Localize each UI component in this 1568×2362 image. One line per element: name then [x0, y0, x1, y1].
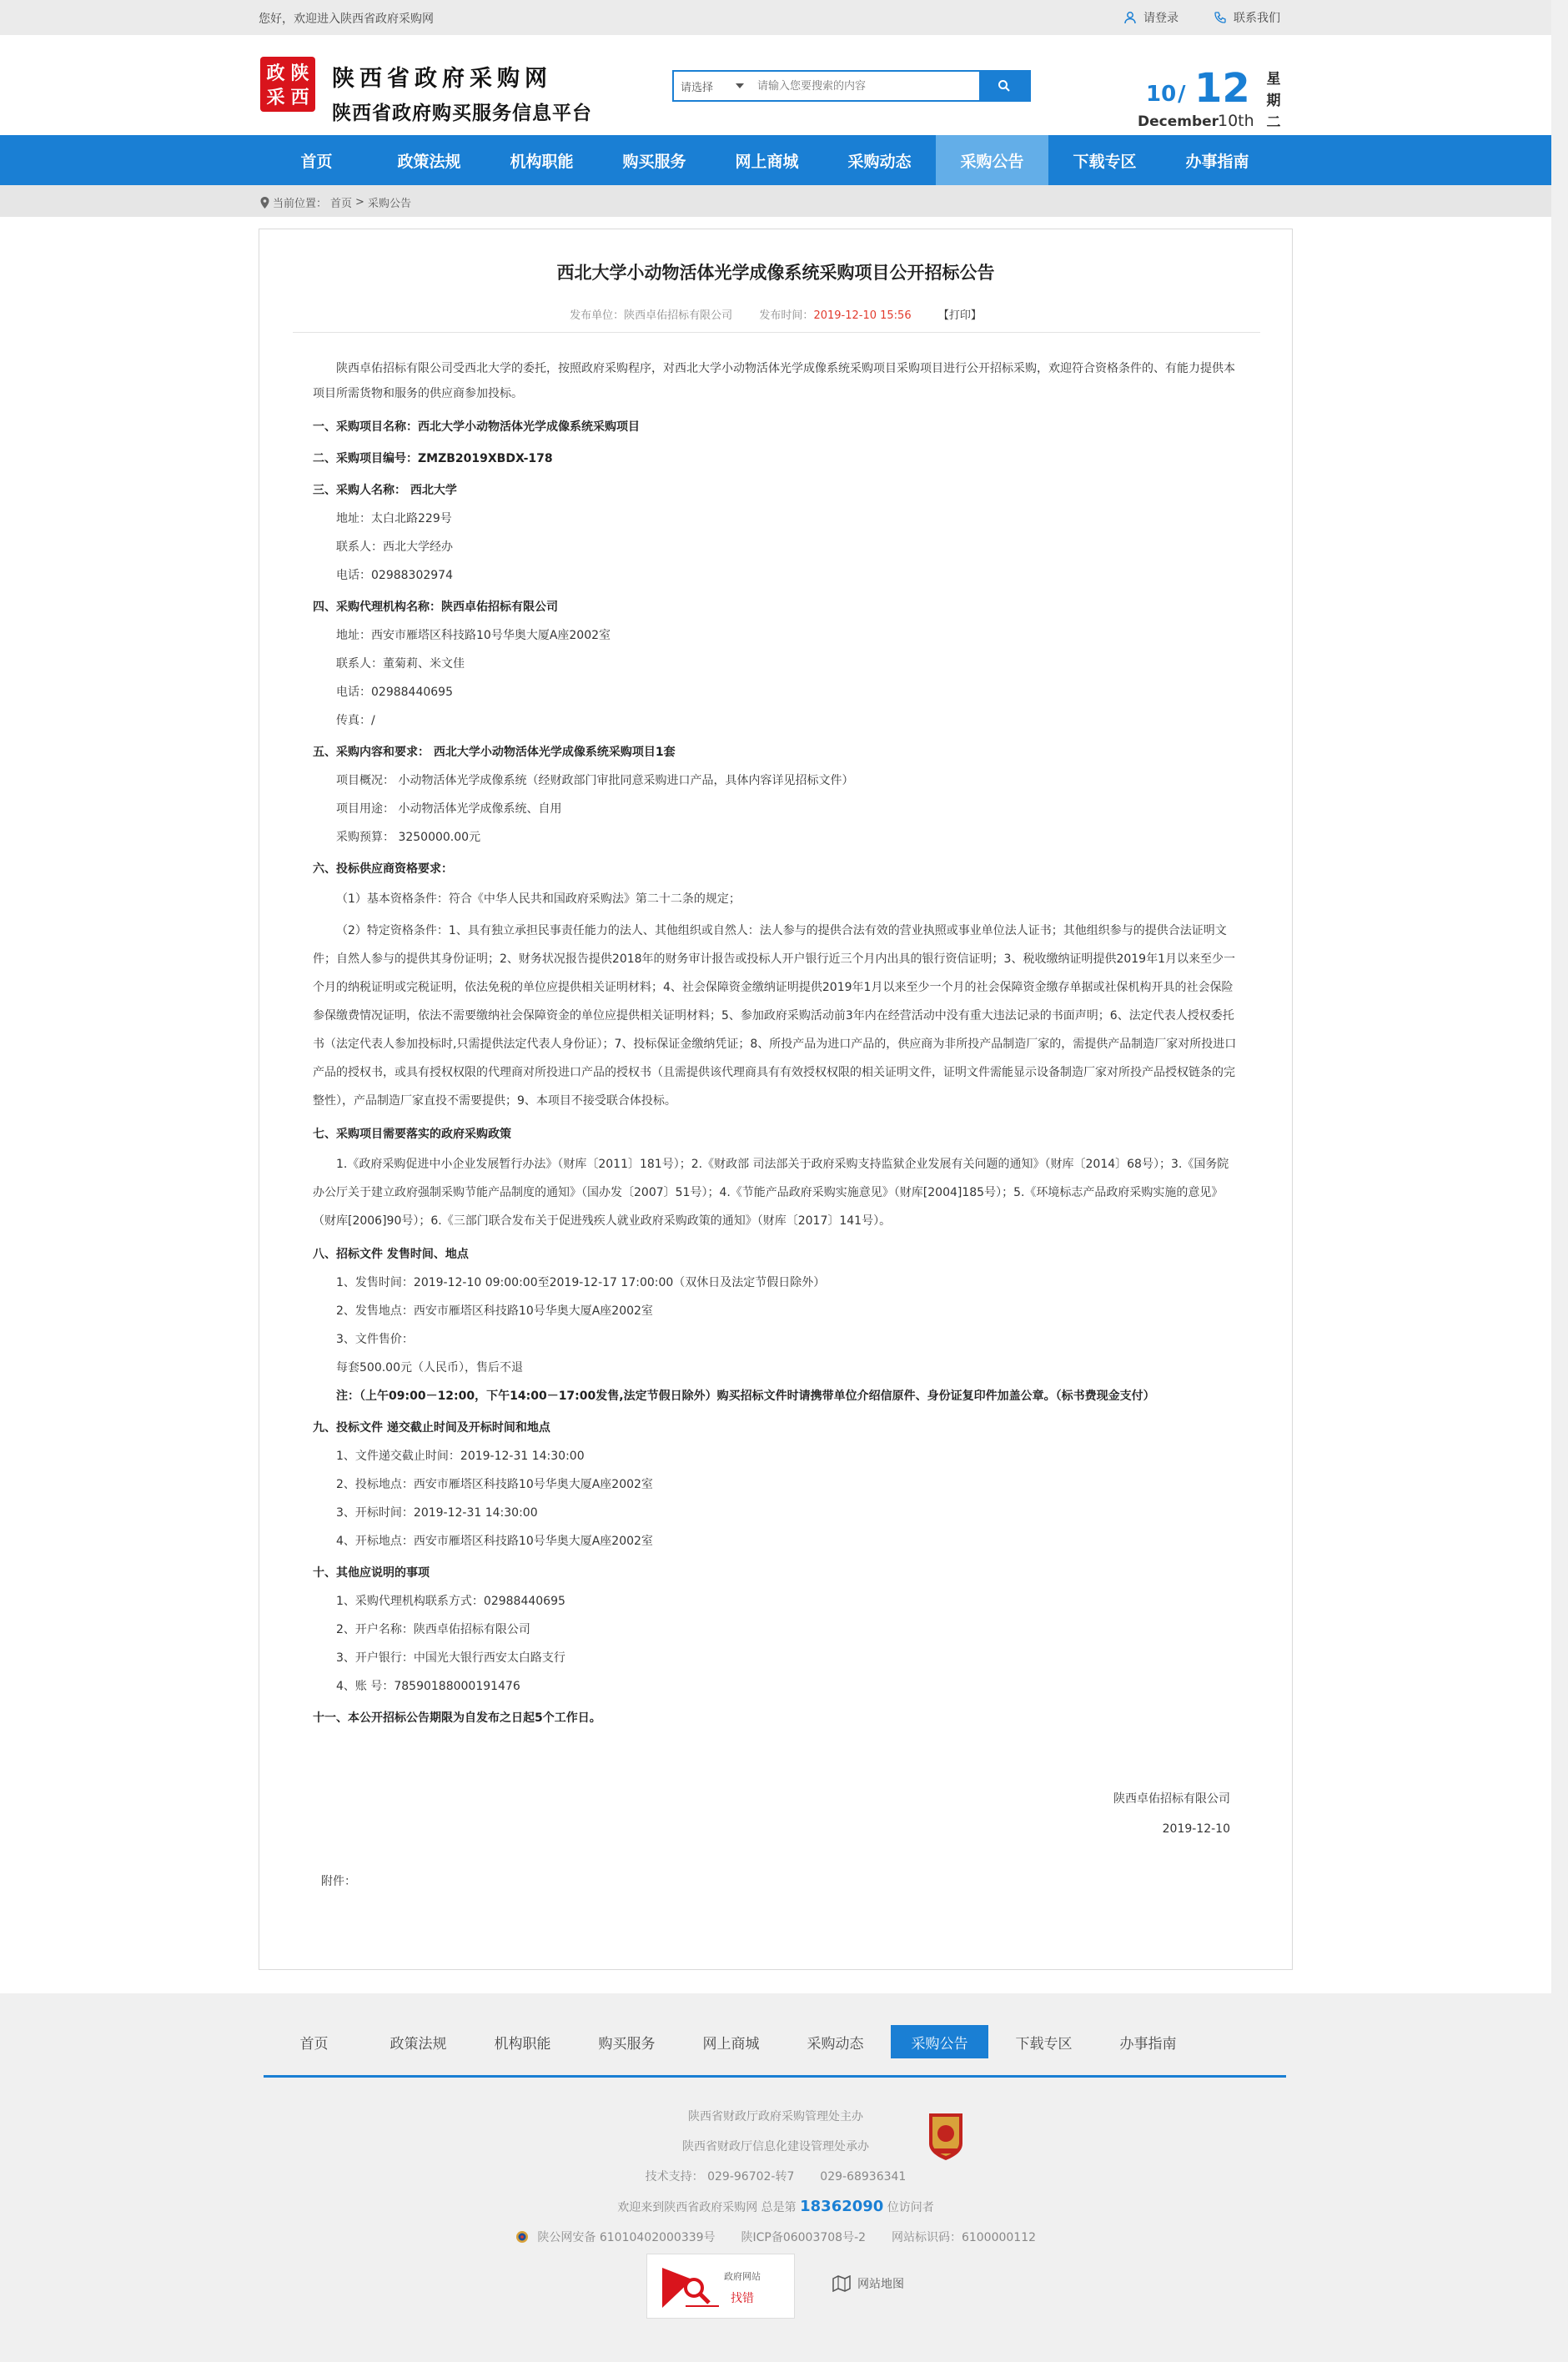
intro-paragraph: 陕西卓佑招标有限公司受西北大学的委托，按照政府采购程序，对西北大学小动物活体光学成像系统采购项目采购项目进行公开招标采购，欢迎符合资格条件的、有能力提供本项目所需货物和服务的供应商参加投标。 — [313, 362, 1235, 400]
footer-undertaker: 陕西省财政厅信息化建设管理处承办 — [682, 2140, 869, 2153]
search-category-value: 请选择 — [681, 81, 714, 94]
nav-item-news[interactable]: 采购动态 — [847, 152, 912, 171]
login-label: 请登录 — [1143, 12, 1179, 25]
nav-item-home[interactable]: 首页 — [300, 152, 333, 171]
account-number: 4、账 号：78590188000191476 — [336, 1680, 520, 1693]
nav-item-guide[interactable]: 办事指南 — [1185, 152, 1249, 171]
date-day: 12 — [1194, 65, 1250, 112]
publisher-label: 发布单位： — [570, 309, 625, 322]
logo-char: 政 — [266, 63, 285, 84]
top-links — [1123, 9, 1280, 26]
opening-location: 4、开标地点：西安市雁塔区科技路10号华奥大厦A座2002室 — [336, 1535, 653, 1548]
publisher: 陕西卓佑招标有限公司 — [624, 309, 733, 322]
nav-item-services[interactable]: 购买服务 — [622, 152, 686, 171]
date-month-name: December — [1138, 113, 1219, 130]
footer-records — [0, 2223, 1551, 2253]
section-heading: 九、投标文件 递交截止时间及开标时间和地点 — [313, 1421, 550, 1435]
user-icon — [1123, 11, 1137, 24]
agency-phone: 电话：02988440695 — [336, 686, 453, 699]
footer-nav-policy[interactable]: 政策法规 — [389, 2035, 447, 2053]
footer-nav-announcements[interactable]: 采购公告 — [891, 2025, 988, 2058]
policy-list: 1.《政府采购促进中小企业发展暂行办法》（财库〔2011〕181号）；2.《财政部 司法部关于政府采购支持监狱企业发展有关问题的通知》（财库〔2014〕68号）；3.《国务院办公厅关于建立政府强制采购节能产品制度的通知》（国办发〔2007〕51号）；4.《节能产品政府采购实施意见》（财库[2004]185号）；5.《环境标志产品政府采购实施的意见》（财库[2006]90号）；6.《三部门联合发布关于促进残疾人就业政府采购政策的通知》（财库〔2017〕141号）。 — [313, 1158, 1229, 1228]
article-body — [313, 356, 1239, 1894]
sale-location: 2、发售地点：西安市雁塔区科技路10号华奥大厦A座2002室 — [336, 1304, 653, 1318]
account-bank: 3、开户银行：中国光大银行西安太白路支行 — [336, 1651, 565, 1665]
purchaser-phone: 电话：02988302974 — [336, 569, 453, 582]
signature-date: 2019-12-10 — [1162, 1822, 1230, 1836]
footer-nav-downloads[interactable]: 下载专区 — [1015, 2035, 1073, 2053]
footer-nav-news[interactable]: 采购动态 — [807, 2035, 864, 2053]
top-bar — [0, 0, 1551, 35]
site-code: 网站标识码：6100000112 — [891, 2231, 1037, 2244]
site-title-sub: 陕西省政府购买服务信息平台 — [332, 102, 592, 124]
footer-host: 陕西省财政厅政府采购管理处主办 — [688, 2110, 863, 2123]
section-heading: 二、采购项目编号：ZMZB2019XBDX-178 — [313, 452, 553, 465]
section-heading: 十一、本公开招标公告期限为自发布之日起5个工作日。 — [313, 1711, 601, 1725]
footer-nav-mall[interactable]: 网上商城 — [702, 2035, 760, 2053]
date-day-name: 10th — [1218, 112, 1254, 130]
logo-char: 采 — [266, 87, 285, 108]
footer-info — [0, 2102, 1551, 2253]
footer-nav — [265, 2025, 1197, 2058]
bid-deadline: 1、文件递交截止时间：2019-12-31 14:30:00 — [336, 1450, 585, 1463]
visitor-count: 18362090 — [800, 2198, 884, 2215]
footer-support — [0, 2162, 1551, 2192]
nav-item-policy[interactable]: 政策法规 — [397, 152, 461, 171]
location-pin-icon — [260, 197, 269, 209]
document-price-label: 3、文件售价： — [336, 1333, 414, 1346]
agency-contact: 联系人：董菊莉、米文佳 — [336, 657, 465, 671]
agency-address: 地址：西安市雁塔区科技路10号华奥大厦A座2002室 — [336, 629, 611, 642]
gov-site-error-report-button[interactable] — [646, 2254, 795, 2319]
date-widget — [1134, 53, 1284, 131]
site-title-main: 陕西省政府采购网 — [332, 66, 552, 92]
search-box — [672, 70, 1031, 102]
search-category-select[interactable] — [674, 72, 754, 100]
support-phone-1: 029-96702-转7 — [707, 2170, 795, 2184]
specific-qualification: （2）特定资格条件：1、具有独立承担民事责任能力的法人、其他组织或自然人：法人参与的提供合法有效的营业执照或事业单位法人证书；其他组织参与的提供合法证明文件；自然人参与的提供其身份证明；2、财务状况报告提供2018年的财务审计报告或投标人开户银行近三个月内出具的银行资信证明；3、税收缴纳证明提供2019年1月以来至少一个月的纳税证明或完税证明，依法免税的单位应提供相关证明材料；4、社会保障资金缴纳证明提供2019年1月以来至少一个月的社会保障资金缴存单据或社保机构开具的社会保险参保缴费情况证明，依法不需要缴纳社会保障资金的单位应提供相关证明材料；5、参加政府采购活动前3年内在经营活动中没有重大违法记录的书面声明；6、法定代表人授权委托书（法定代表人参加投标时,只需提供法定代表人身份证）；7、投标保证金缴纳凭证；8、所投产品为进口产品的，供应商为非所投产品制造厂家的，需提供产品制造厂家对所投进口产品的授权书，或具有授权权限的代理商对所投进口产品的授权书（且需提供该代理商具有有效授权权限的相关证明文件，证明文件需能显示设备制造厂家对所投产品授权链条的完整性），产品制造厂家直投不需要提供；9、本项目不接受联合体投标。 — [313, 924, 1237, 1108]
search-icon — [998, 79, 1011, 93]
section-heading: 十、其他应说明的事项 — [313, 1566, 430, 1580]
section-heading: 四、采购代理机构名称：陕西卓佑招标有限公司 — [313, 601, 558, 614]
site-footer — [0, 1993, 1551, 2362]
project-use: 项目用途： 小动物活体光学成像系统、自用 — [336, 802, 562, 816]
basic-qualification: （1）基本资格条件：符合《中华人民共和国政府采购法》第二十二条的规定； — [336, 892, 741, 906]
logo-char: 陕 — [290, 63, 309, 84]
project-overview: 项目概况： 小动物活体光学成像系统（经财政部门审批同意采购进口产品，具体内容详见招标文件） — [336, 774, 854, 787]
footer-nav-functions[interactable]: 机构职能 — [494, 2035, 551, 2053]
breadcrumb-bar — [0, 185, 1551, 217]
sitemap-link[interactable] — [832, 2275, 904, 2292]
section-heading: 三、采购人名称： 西北大学 — [313, 484, 457, 497]
nav-item-mall[interactable]: 网上商城 — [735, 152, 799, 171]
opening-time: 3、开标时间：2019-12-31 14:30:00 — [336, 1506, 538, 1520]
breadcrumb — [260, 194, 411, 210]
search-input[interactable] — [754, 72, 979, 100]
weekday-char: 期 — [1266, 93, 1281, 109]
site-logo[interactable] — [260, 57, 315, 112]
account-name: 2、开户名称：陕西卓佑招标有限公司 — [336, 1623, 530, 1636]
welcome-text: 您好，欢迎进入陕西省政府采购网 — [259, 13, 434, 26]
jiucuo-bottom-text: 找错 — [731, 2292, 754, 2305]
project-budget: 采购预算： 3250000.00元 — [336, 831, 481, 844]
signature — [313, 1784, 1239, 1844]
site-title — [332, 60, 592, 125]
purchaser-address: 地址：太白北路229号 — [336, 512, 452, 525]
weekday — [1264, 68, 1284, 133]
signature-org: 陕西卓佑招标有限公司 — [1113, 1792, 1230, 1806]
support-phone-2: 029-68936341 — [820, 2170, 907, 2184]
purchaser-contact: 联系人：西北大学经办 — [336, 540, 453, 554]
section-heading: 六、投标供应商资格要求： — [313, 862, 453, 876]
bid-location: 2、投标地点：西安市雁塔区科技路10号华奥大厦A座2002室 — [336, 1478, 653, 1491]
print-button[interactable]: 【打印】 — [937, 309, 982, 322]
error-report-icon — [661, 2264, 721, 2311]
agency-fax: 传真：/ — [336, 714, 375, 727]
document-price: 每套500.00元（人民币），售后不退 — [336, 1361, 523, 1374]
search-button[interactable] — [979, 72, 1029, 100]
visitor-suffix: 位访问者 — [887, 2201, 934, 2214]
logo-char: 西 — [290, 87, 309, 108]
visitor-counter — [0, 2192, 1551, 2223]
section-heading: 七、采购项目需要落实的政府采购政策 — [313, 1128, 511, 1141]
login-link[interactable] — [1123, 9, 1179, 26]
weekday-char: 二 — [1266, 114, 1281, 131]
nav-item-announcements[interactable]: 采购公告 — [936, 135, 1048, 185]
publish-time: 2019-12-10 15:56 — [813, 309, 912, 322]
nav-item-downloads[interactable]: 下载专区 — [1073, 152, 1137, 171]
site-header — [0, 35, 1551, 135]
main-nav — [0, 135, 1551, 185]
contact-label: 联系我们 — [1234, 12, 1280, 25]
map-icon — [832, 2275, 851, 2292]
police-record[interactable]: 陕公网安备 61010402000339号 — [537, 2231, 716, 2244]
agency-contact-info: 1、采购代理机构联系方式：02988440695 — [336, 1595, 565, 1608]
contact-link[interactable] — [1214, 9, 1280, 26]
breadcrumb-label: 当前位置： — [273, 198, 328, 210]
chevron-down-icon — [736, 83, 744, 88]
phone-icon — [1214, 11, 1227, 24]
visitor-prefix: 欢迎来到陕西省政府采购网 总是第 — [617, 2201, 797, 2214]
icp-record[interactable]: 陕ICP备06003708号-2 — [741, 2231, 867, 2244]
sitemap-label: 网站地图 — [857, 2278, 904, 2291]
section-heading: 一、采购项目名称：西北大学小动物活体光学成像系统采购项目 — [313, 420, 640, 434]
weekday-char: 星 — [1266, 71, 1281, 88]
footer-nav-home[interactable]: 首页 — [299, 2035, 329, 2053]
article-title: 西北大学小动物活体光学成像系统采购项目公开招标公告 — [556, 263, 995, 283]
breadcrumb-current[interactable]: 采购公告 — [367, 198, 411, 210]
support-label: 技术支持： — [645, 2170, 704, 2184]
footer-nav-guide[interactable]: 办事指南 — [1119, 2035, 1177, 2053]
title-divider — [293, 332, 1260, 333]
section-heading: 五、采购内容和要求： 西北大学小动物活体光学成像系统采购项目1套 — [313, 746, 676, 759]
article-panel — [259, 229, 1293, 1970]
nav-item-functions[interactable]: 机构职能 — [510, 152, 574, 171]
publish-time-label: 发布时间： — [759, 309, 814, 322]
footer-nav-services[interactable]: 购买服务 — [598, 2035, 656, 2053]
footer-divider — [264, 2075, 1286, 2078]
section-heading: 八、招标文件 发售时间、地点 — [313, 1248, 469, 1261]
breadcrumb-separator: > — [355, 196, 364, 209]
attachment-label: 附件： — [321, 1875, 356, 1888]
date-slash: / — [1178, 82, 1186, 107]
date-month: 10 — [1146, 82, 1177, 107]
article-meta — [259, 306, 1292, 322]
breadcrumb-home[interactable]: 首页 — [330, 198, 353, 210]
sale-time: 1、发售时间：2019-12-10 09:00:00至2019-12-17 17:00:00（双休日及法定节假日除外） — [336, 1276, 826, 1289]
sale-note: 注：（上午09:00－12:00，下午14:00－17:00发售,法定节假日除外）购买招标文件时请携带单位介绍信原件、身份证复印件加盖公章。（标书费现金支付） — [336, 1390, 1155, 1403]
jiucuo-top-text: 政府网站 — [724, 2271, 761, 2282]
police-badge-icon — [515, 2230, 529, 2244]
